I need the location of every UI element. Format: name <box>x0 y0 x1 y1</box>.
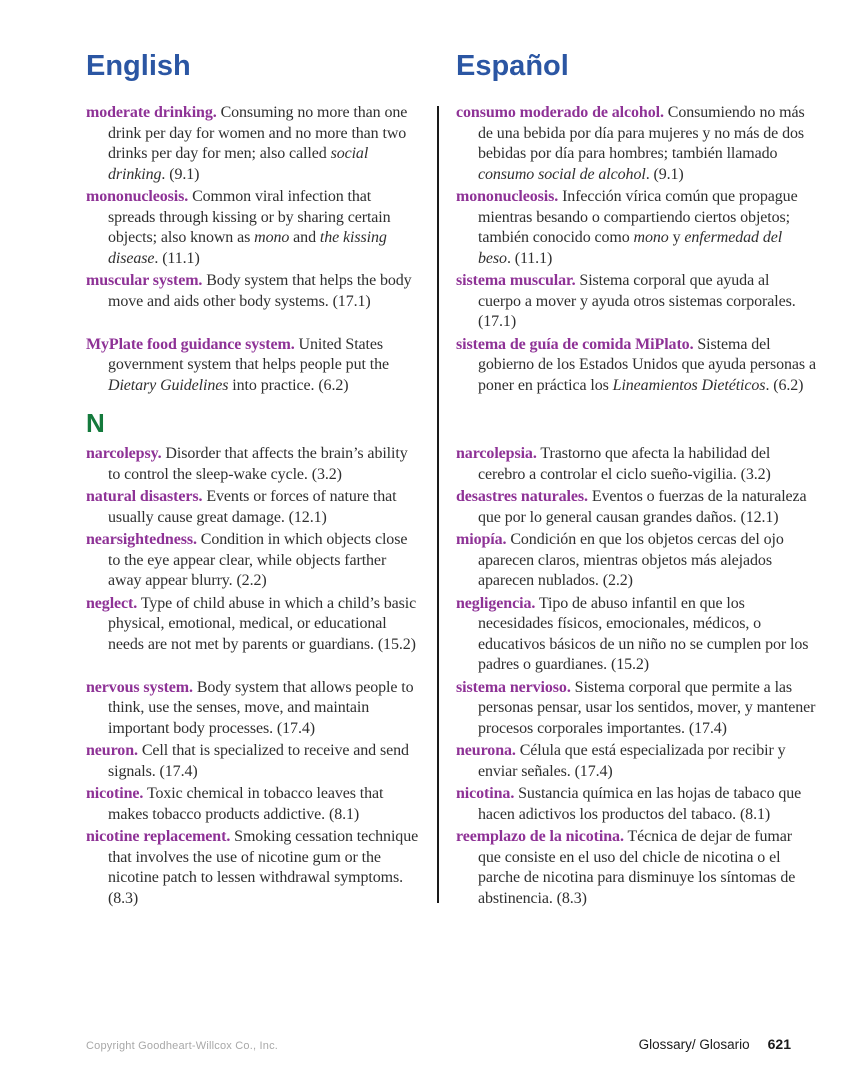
english-cell <box>86 530 420 592</box>
glossary-row <box>86 103 816 185</box>
glossary-term: sistema nervioso. <box>456 678 571 696</box>
glossary-term: mononucleosis. <box>456 188 559 205</box>
glossary-entry-en <box>86 271 420 312</box>
definition-segment: Common viral infection that spreads through kissing or by sharing certain objects; also known as <box>108 188 391 246</box>
espanol-heading: Español <box>456 50 569 82</box>
glossary-row <box>86 678 816 740</box>
definition-segment: . (6.2) <box>765 376 804 394</box>
definition-italic-segment: enfermedad del beso <box>478 229 783 267</box>
page-footer <box>86 1036 791 1052</box>
glossary-row <box>86 335 816 397</box>
glossary-term: muscular system. <box>86 272 203 289</box>
definition-segment: Body system that allows people to think, use the senses, move, and maintain important body processes. (17.4) <box>108 678 414 737</box>
definition-italic-segment: the kissing disease <box>108 229 387 267</box>
glossary-entry-es <box>456 594 816 676</box>
glossary-entry-en <box>86 784 420 825</box>
glossary-term: nervous system. <box>86 678 193 696</box>
definition-segment: United States government system that helps people put the <box>108 335 389 373</box>
definition-segment: Sustancia química en las hojas de tabaco que hacen adictivos los productos del tabaco. (8.1) <box>478 785 802 823</box>
glossary-row <box>86 271 816 333</box>
glossary-row <box>86 594 816 676</box>
definition-segment: Events or forces of nature that usually cause great damage. (12.1) <box>108 488 397 526</box>
definition-segment: Trastorno que afecta la habilidad del cerebro a controlar el ciclo sueño-vigilia. (3.2) <box>478 445 771 483</box>
footer-glossary-title: Glossary/ Glosario <box>638 1037 750 1052</box>
glossary-entry-en <box>86 594 420 656</box>
glossary-term: neglect. <box>86 594 138 612</box>
definition-segment: . (9.1) <box>645 165 684 183</box>
definition-segment: y <box>668 229 685 246</box>
glossary-entry-es <box>456 678 816 740</box>
glossary-entry-es <box>456 530 816 592</box>
definition-segment: Cell that is specialized to receive and send signals. (17.4) <box>108 742 409 780</box>
english-cell <box>86 827 420 909</box>
definition-italic-segment: Dietary Guidelines <box>108 376 229 394</box>
espanol-cell <box>456 827 816 909</box>
glossary-row <box>86 784 816 825</box>
definition-segment: Eventos o fuerzas de la naturaleza que por lo general causan grandes daños. (12.1) <box>478 488 807 526</box>
espanol-cell <box>456 271 816 333</box>
espanol-cell <box>456 487 816 528</box>
glossary-term: reemplazo de la nicotina. <box>456 828 624 845</box>
definition-italic-segment: mono <box>254 229 290 246</box>
glossary-row <box>86 444 816 485</box>
definition-segment: . (11.1) <box>154 249 200 267</box>
glossary-entry-es <box>456 271 816 333</box>
espanol-cell <box>456 741 816 782</box>
glossary-entry-en <box>86 741 420 782</box>
glossary-entry-en <box>86 487 420 528</box>
glossary-term: mononucleosis. <box>86 188 189 205</box>
english-cell <box>86 487 420 528</box>
definition-segment: Condición en que los objetos cercas del ojo aparecen claros, mientras objetos más alejados aparecen nublados. (2.2) <box>478 531 784 589</box>
page-number: 621 <box>767 1036 791 1052</box>
definition-segment: Body system that helps the body move and aids other body systems. (17.1) <box>108 272 412 310</box>
glossary-term: sistema muscular. <box>456 272 576 289</box>
espanol-cell <box>456 444 816 485</box>
glossary-term: nicotine. <box>86 785 144 802</box>
glossary-term: narcolepsia. <box>456 445 537 462</box>
glossary-term: natural disasters. <box>86 488 203 505</box>
espanol-cell <box>456 335 816 397</box>
definition-segment: Condition in which objects close to the eye appear clear, while objects farther away appear blurry. (2.2) <box>108 531 408 589</box>
glossary-entry-es <box>456 187 816 269</box>
glossary-entry-en <box>86 103 420 185</box>
glossary-entry-en <box>86 335 420 397</box>
english-cell <box>86 187 420 269</box>
glossary-term: negligencia. <box>456 594 536 612</box>
definition-segment: Toxic chemical in tobacco leaves that makes tobacco products addictive. (8.1) <box>108 785 384 823</box>
glossary-row <box>86 741 816 782</box>
definition-segment: Consumiendo no más de una bebida por día para mujeres y no más de dos bebidas por día para hombres; también llamado <box>478 104 805 162</box>
definition-segment: Disorder that affects the brain’s ability to control the sleep-wake cycle. (3.2) <box>108 445 408 483</box>
glossary-term: sistema de guía de comida MiPlato. <box>456 335 694 353</box>
english-cell <box>86 594 420 676</box>
espanol-cell <box>456 784 816 825</box>
english-heading: English <box>86 50 191 82</box>
glossary-entry-es <box>456 487 816 528</box>
glossary-entry-en <box>86 827 420 909</box>
english-cell <box>86 784 420 825</box>
glossary-term: nicotine replacement. <box>86 828 231 845</box>
glossary-entry-es <box>456 444 816 485</box>
section-row <box>86 409 816 438</box>
glossary-term: nearsightedness. <box>86 531 197 548</box>
definition-segment: Sistema del gobierno de los Estados Unidos que ayuda personas a poner en práctica los <box>478 335 816 394</box>
definition-italic-segment: consumo social de alcohol <box>478 165 646 183</box>
definition-italic-segment: Lineamientos Dietéticos <box>612 376 766 394</box>
glossary-term: neuron. <box>86 742 138 759</box>
glossary-entry-en <box>86 187 420 269</box>
glossary-term: moderate drinking. <box>86 104 217 121</box>
espanol-cell <box>456 594 816 676</box>
glossary-term: nicotina. <box>456 785 515 802</box>
glossary-term: consumo moderado de alcohol. <box>456 104 664 121</box>
glossary-entry-en <box>86 678 420 740</box>
glossary-entry-en <box>86 530 420 592</box>
definition-segment: . (9.1) <box>161 165 200 183</box>
glossary-entry-es <box>456 741 816 782</box>
glossary-row <box>86 827 816 909</box>
english-cell <box>86 678 420 740</box>
definition-segment: and <box>289 229 320 246</box>
definition-segment: Sistema corporal que ayuda al cuerpo a mover y ayuda otros sistemas corporales. (17.1) <box>478 272 796 330</box>
english-cell <box>86 271 420 333</box>
english-cell <box>86 444 420 485</box>
glossary-row <box>86 530 816 592</box>
espanol-cell <box>456 530 816 592</box>
glossary-content <box>86 103 816 909</box>
espanol-cell <box>456 678 816 740</box>
glossary-term: narcolepsy. <box>86 445 162 462</box>
glossary-term: miopía. <box>456 531 507 548</box>
espanol-cell <box>456 103 816 185</box>
section-cell <box>86 409 420 438</box>
glossary-entry-es <box>456 103 816 185</box>
footer-right <box>639 1036 791 1052</box>
glossary-entry-en <box>86 444 420 485</box>
definition-segment: Smoking cessation technique that involves the use of nicotine gum or the nicotine patch to lessen withdrawal symptoms. (8.3) <box>108 828 419 907</box>
definition-segment: into practice. (6.2) <box>228 376 349 394</box>
english-cell <box>86 741 420 782</box>
english-cell <box>86 335 420 397</box>
glossary-term: MyPlate food guidance system. <box>86 335 295 353</box>
glossary-row <box>86 487 816 528</box>
definition-segment: Infección vírica común que propague mientras besando o compartiendo ciertos objetos; también conocido como <box>478 188 798 246</box>
definition-segment: Célula que está especializada por recibir y enviar señales. (17.4) <box>478 742 786 780</box>
definition-italic-segment: mono <box>633 229 669 246</box>
copyright-notice: Copyright Goodheart-Willcox Co., Inc. <box>86 1040 279 1052</box>
english-cell <box>86 103 420 185</box>
glossary-row <box>86 187 816 269</box>
section-letter: N <box>86 408 105 438</box>
espanol-cell <box>456 187 816 269</box>
definition-italic-segment: social drinking <box>108 145 369 183</box>
glossary-entry-es <box>456 335 816 397</box>
definition-segment: Tipo de abuso infantil en que los necesidades físicos, emocionales, médicos, o educativos básicos de un niño no se cumplen por los padres o guardianes. (15.2) <box>478 594 809 673</box>
definition-segment: . (11.1) <box>506 249 553 267</box>
column-divider-rule <box>437 106 439 903</box>
glossary-term: desastres naturales. <box>456 488 588 505</box>
column-headings <box>86 50 816 103</box>
definition-segment: Técnica de dejar de fumar que consiste en el uso del chicle de nicotina o el parche de nicotina para disminuye los síntomas de abstinencia. (8.3) <box>478 828 796 907</box>
definition-segment: Type of child abuse in which a child’s basic physical, emotional, medical, or educational needs are not met by parents or guardians. (15.2) <box>108 594 417 653</box>
glossary-entry-es <box>456 827 816 909</box>
definition-segment: Sistema corporal que permite a las personas pensar, usar los sentidos, mover, y mantener procesos corporales importantes. (17.4) <box>478 678 816 737</box>
glossary-entry-es <box>456 784 816 825</box>
definition-segment: Consuming no more than one drink per day for women and no more than two drinks per day for men; also called <box>108 104 408 162</box>
glossary-term: neurona. <box>456 742 516 759</box>
